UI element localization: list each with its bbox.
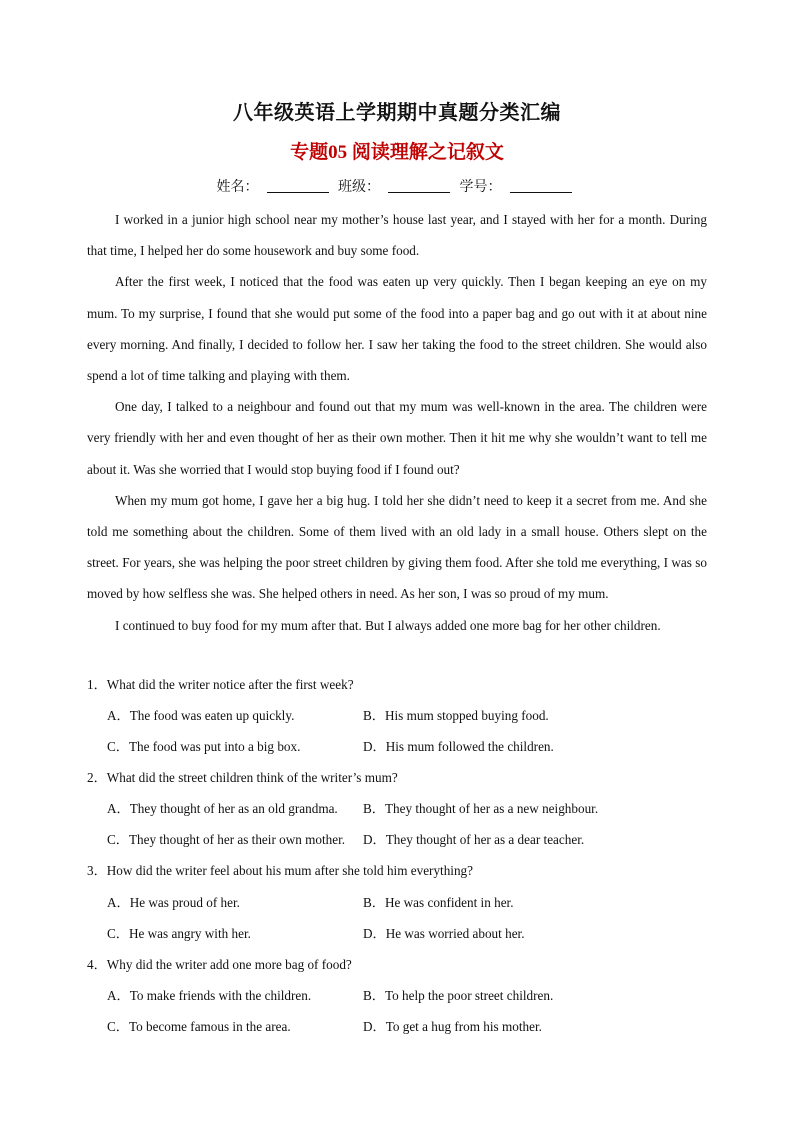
question-4-option-c: C．To become famous in the area. [107,1019,291,1034]
name-blank[interactable] [267,180,329,193]
passage-paragraph: After the first week, I noticed that the food was eaten up very quickly. Then I began keeping an eye on my mum. To my surprise, I found that she would put some of the food into a paper bag and go out with it at about nine every morning. And finally, I decided to follow her. I saw her taking the food to the street children. She would also spend a lot of time talking and playing with them. [87,274,707,384]
question-4-option-a: A．To make friends with the children. [107,988,312,1003]
reading-passage [87,204,707,641]
question-2-stem: 2．What did the street children think of the writer’s mum? [87,770,398,785]
question-3-option-a: A．He was proud of her. [107,895,240,910]
question-4-option-b: B．To help the poor street children. [363,988,554,1003]
passage-paragraph: When my mum got home, I gave her a big hug. I told her she didn’t need to keep it a secret from me. And she told me something about the children. Some of them lived with an old lady in a small house. Others slept on the street. For years, she was helping the poor street children by giving them food. After she told me everything, I was so moved by how selfless she was. She helped others in need. As her son, I was so proud of my mum. [87,492,707,602]
passage-paragraph: One day, I talked to a neighbour and found out that my mum was well-known in the area. The children were very friendly with her and even thought of her as their own mother. Then it hit me why she wouldn’t want to tell me about it. Was she worried that I would stop buying food if I found out? [87,399,707,477]
question-3-stem: 3．How did the writer feel about his mum after she told him everything? [87,863,474,878]
question-1-stem: 1．What did the writer notice after the first week? [87,677,354,692]
question-3-option-d: D．He was worried about her. [363,926,525,941]
class-blank[interactable] [388,180,450,193]
question-1-option-a: A．The food was eaten up quickly. [107,708,295,723]
question-1-option-b: B．His mum stopped buying food. [363,708,549,723]
id-blank[interactable] [510,180,572,193]
question-2-option-d: D．They thought of her as a dear teacher. [363,832,585,847]
question-2-option-c: C．They thought of her as their own mother. [107,832,346,847]
question-3-option-b: B．He was confident in her. [363,895,514,910]
question-1-option-d: D．His mum followed the children. [363,739,554,754]
question-3-option-c: C．He was angry with her. [107,926,251,941]
class-label: 班级： [338,180,380,195]
student-info-line [0,176,794,196]
name-label: 姓名： [216,180,259,195]
passage-paragraph: I worked in a junior high school near my mother’s house last year, and I stayed with her for a month. During that time, I helped her do some housework and buy some food. [87,212,707,259]
page-subtitle: 专题05 阅读理解之记叙文 [290,142,504,163]
question-1-option-c: C．The food was put into a big box. [107,739,301,754]
question-4-option-d: D．To get a hug from his mother. [363,1019,542,1034]
id-label: 学号： [459,180,502,195]
passage-paragraph: I continued to buy food for my mum after that. But I always added one more bag for her other children. [115,617,661,633]
question-2-option-a: A．They thought of her as an old grandma. [107,801,338,816]
question-2-option-b: B．They thought of her as a new neighbour. [363,801,599,816]
question-4-stem: 4．Why did the writer add one more bag of food? [87,957,352,972]
page-title: 八年级英语上学期期中真题分类汇编 [233,102,561,124]
